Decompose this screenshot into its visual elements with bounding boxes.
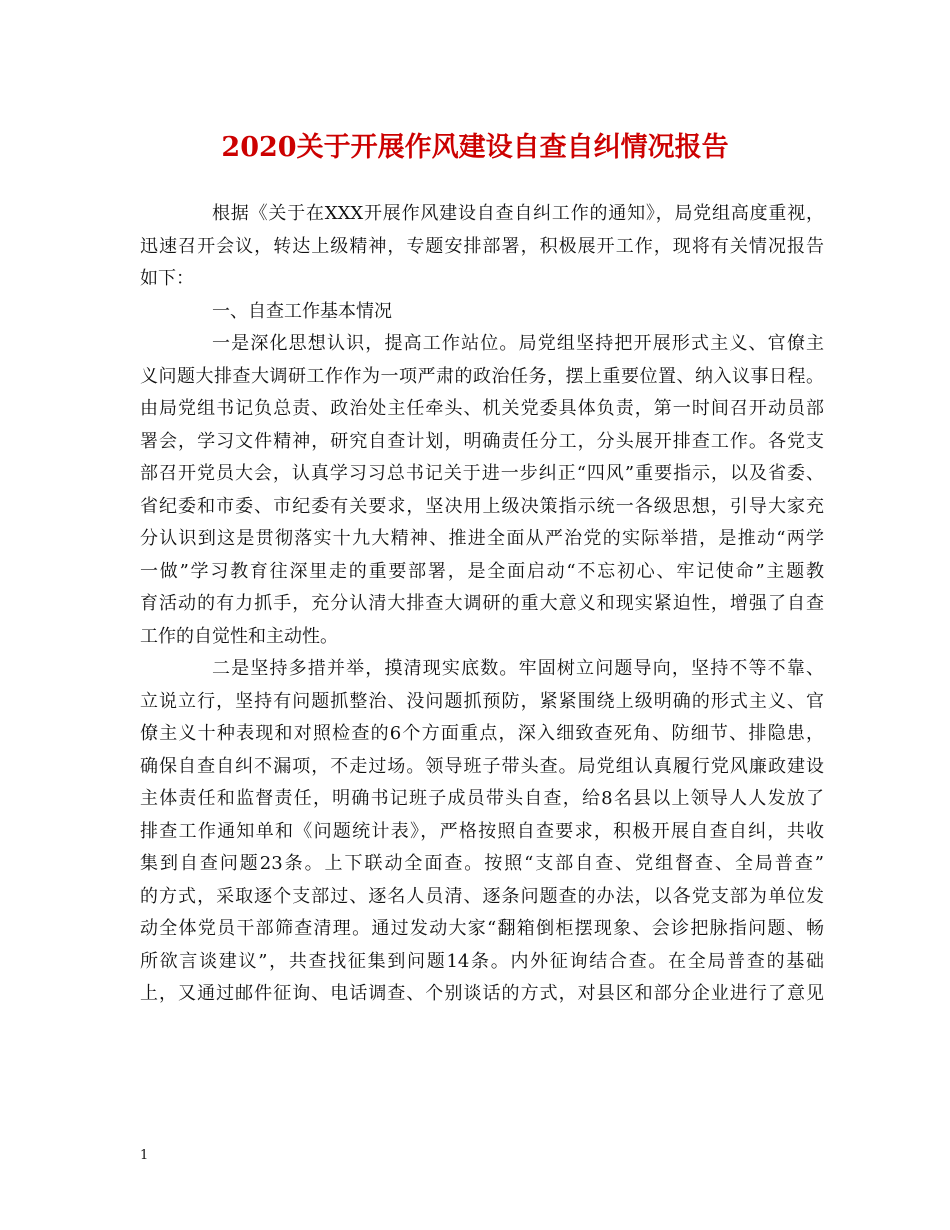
paragraph-line: 的方式，采取逐个支部过、逐名人员清、逐条问题查的办法，以各党支部为单位发 [140, 885, 824, 907]
document-title: 2020关于开展作风建设自查自纠情况报告 [221, 132, 729, 163]
paragraph-line: 上，又通过邮件征询、电话调查、个别谈话的方式，对县区和部分企业进行了意见 [140, 983, 824, 1004]
document-body [140, 198, 824, 1011]
paragraph-line: 署会，学习文件精神，研究自查计划，明确责任分工，分头展开排查工作。各党支 [140, 430, 824, 452]
paragraph-line: 义问题大排查大调研工作作为一项严肃的政治任务，摆上重要位置、纳入议事日程。 [140, 365, 824, 387]
paragraph-line: 主体责任和监督责任，明确书记班子成员带头自查，给8名县以上领导人人发放了 [140, 788, 824, 809]
paragraph-line: 立说立行，坚持有问题抓整治、没问题抓预防，紧紧围绕上级明确的形式主义、官 [140, 690, 824, 712]
paragraph-line: 确保自查自纠不漏项，不走过场。领导班子带头查。局党组认真履行党风廉政建设 [140, 755, 824, 777]
page-number: 1 [140, 1148, 149, 1163]
paragraph-line: 一做”学习教育往深里走的重要部署，是全面启动“不忘初心、牢记使命”主题教 [140, 560, 824, 582]
paragraph-line: 由局党组书记负总责、政治处主任牵头、机关党委具体负责，第一时间召开动员部 [140, 398, 824, 419]
paragraph-line: 一是深化思想认识，提高工作站位。局党组坚持把开展形式主义、官僚主 [212, 333, 824, 354]
paragraph-line: 集到自查问题23条。上下联动全面查。按照“支部自查、党组督查、全局普查” [140, 853, 824, 874]
paragraph-line: 育活动的有力抓手，充分认清大排查大调研的重大意义和现实紧迫性，增强了自查 [140, 593, 824, 614]
paragraph-line: 排查工作通知单和《问题统计表》，严格按照自查要求，积极开展自查自纠，共收 [140, 820, 824, 842]
paragraph-line: 工作的自觉性和主动性。 [140, 625, 338, 647]
paragraph-line: 部召开党员大会，认真学习习总书记关于进一步纠正“四风”重要指示，以及省委、 [140, 463, 824, 484]
paragraph-line: 僚主义十种表现和对照检查的6个方面重点，深入细致查死角、防细节、排隐患， [140, 723, 824, 744]
paragraph-line: 迅速召开会议，转达上级精神，专题安排部署，积极展开工作，现将有关情况报告 [140, 235, 824, 257]
paragraph-line: 分认识到这是贯彻落实十九大精神、推进全面从严治党的实际举措，是推动“两学 [140, 528, 824, 549]
paragraph-line: 二是坚持多措并举，摸清现实底数。牢固树立问题导向，坚持不等不靠、 [212, 658, 824, 679]
paragraph-line: 所欲言谈建议”，共查找征集到问题14条。内外征询结合查。在全局普查的基础 [140, 950, 824, 972]
paragraph-line: 动全体党员干部筛查清理。通过发动大家“翻箱倒柜摆现象、会诊把脉指问题、畅 [140, 918, 824, 939]
paragraph-line: 根据《关于在XXX开展作风建设自查自纠工作的通知》，局党组高度重视， [212, 203, 824, 224]
section-heading: 一、自查工作基本情况 [212, 300, 392, 322]
paragraph-line: 如下： [140, 268, 194, 289]
paragraph-line: 省纪委和市委、市纪委有关要求，坚决用上级决策指示统一各级思想，引导大家充 [140, 495, 824, 517]
